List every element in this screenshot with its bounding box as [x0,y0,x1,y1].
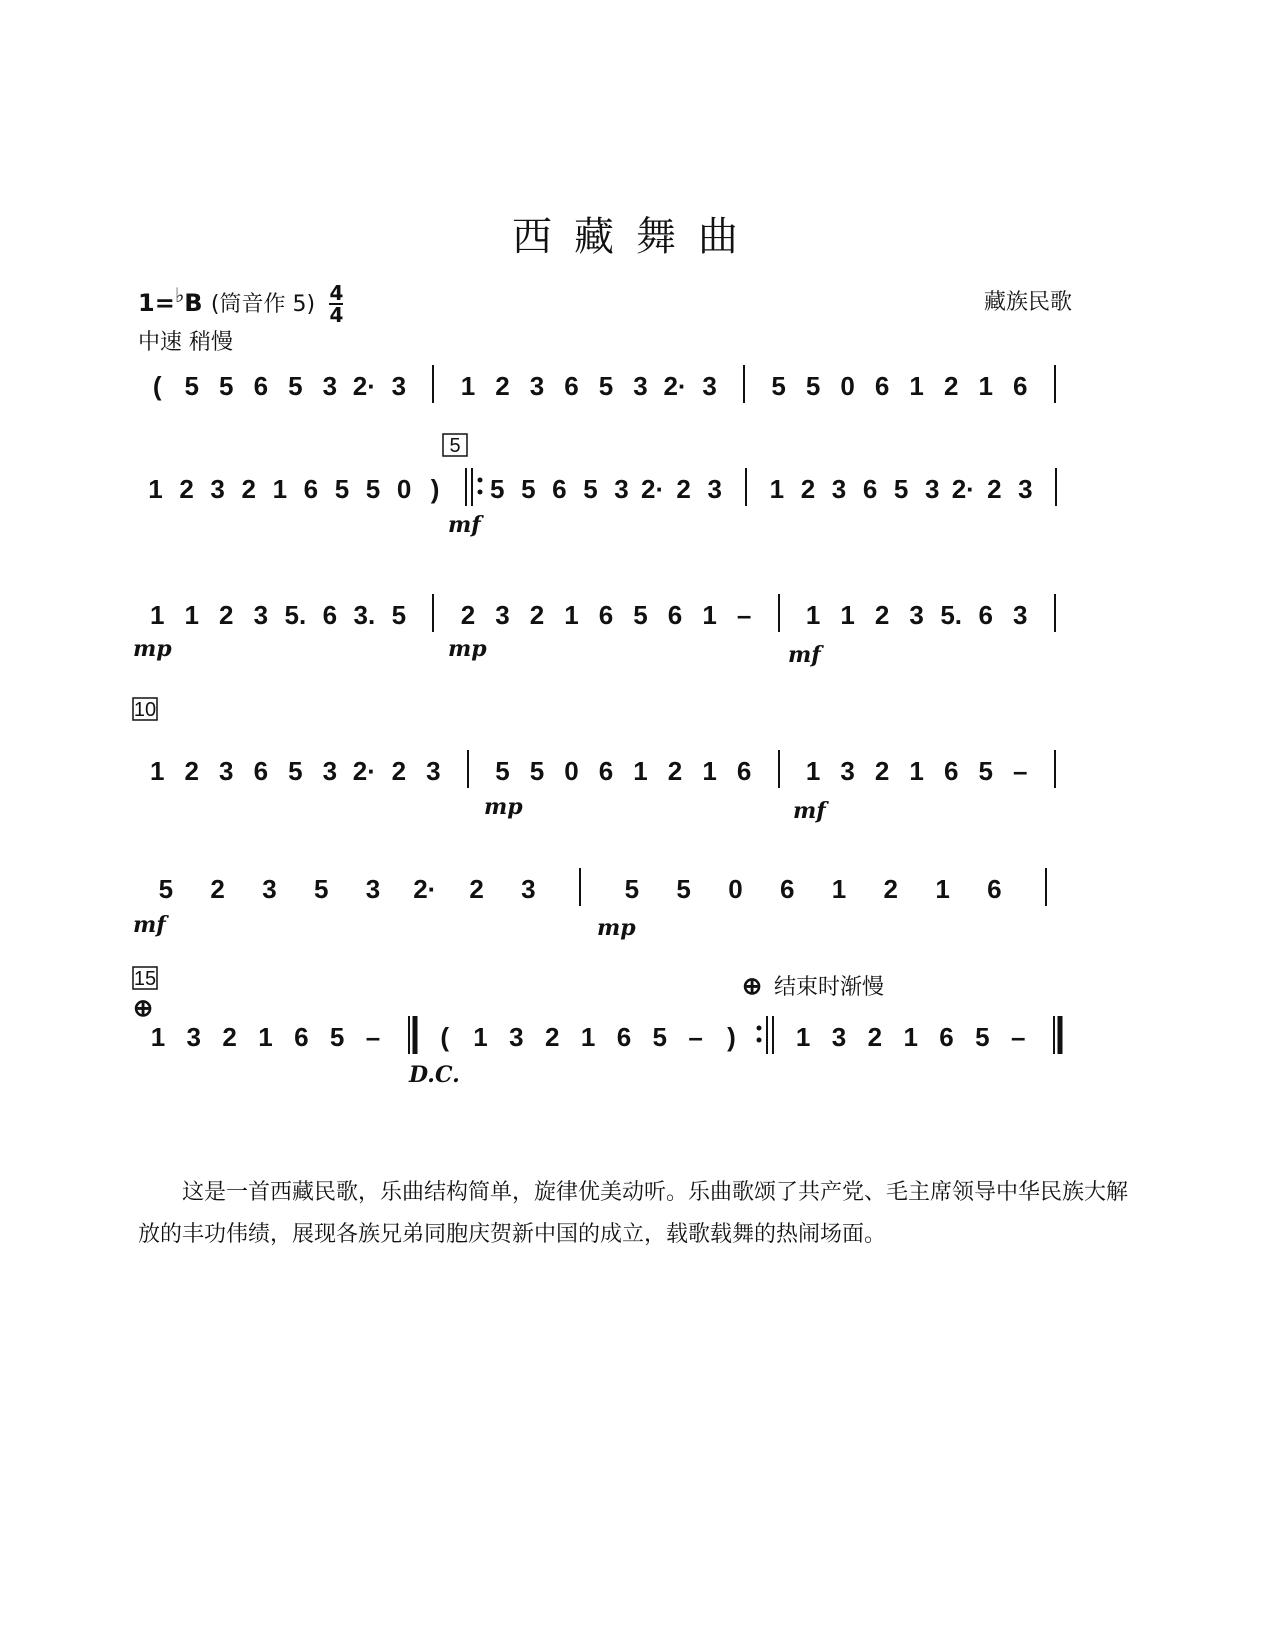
note: 2 [676,474,691,504]
note: 2 [667,756,683,786]
note: 5 [490,474,505,504]
note: 6 [874,371,890,401]
dynamic-mark: mp [133,636,172,662]
dynamic-mark: mf [133,912,166,938]
dynamic-mark: mp [448,636,487,662]
note: 5 [529,756,545,786]
note: 3 [1012,600,1028,630]
dynamic-mark: mf [788,642,821,668]
note: 5 [893,474,909,504]
note: 3 [262,874,277,904]
note: 1 [564,600,579,630]
note: 6 [598,600,614,630]
note: 5 [805,371,821,401]
note: 1 [473,1022,488,1052]
note: ) [430,474,440,504]
coda-label: 结束时渐慢 [774,974,885,999]
note: 2 [529,600,545,630]
note: 2 [867,1022,883,1052]
key-tuning: (筒音作 5) [210,292,316,317]
note: 2 [241,474,256,504]
note: 3 [186,1022,202,1052]
note: 5 [624,874,640,904]
note: 6 [862,474,878,504]
note: 5 [975,1022,990,1052]
dynamic-mark: mf [793,798,826,824]
coda-symbol: ⊕ [742,973,763,1000]
note: – [736,600,752,630]
repeat-dot [478,490,483,495]
dc-mark: D.C. [409,1062,460,1088]
note: 2· [352,756,376,786]
note: 5 [391,600,407,630]
note: 6 [939,1022,954,1052]
note: 2 [219,600,234,630]
note: 5 [365,474,381,504]
note: 2 [544,1022,560,1052]
note: 2 [222,1022,237,1052]
note: 1 [633,756,648,786]
note: 6 [667,600,683,630]
note: 2 [391,756,407,786]
note: 1 [702,600,717,630]
note: 5 [288,756,303,786]
note: 1 [935,874,950,904]
repeat-dot [757,1038,762,1043]
note: 0 [728,874,743,904]
note: 5 [184,371,200,401]
note: 5 [329,1022,345,1052]
note: 1 [978,371,993,401]
coda-symbol: ⊕ [133,995,154,1022]
note: 1 [460,371,476,401]
note: 2 [184,756,200,786]
note: 2· [951,474,975,504]
note: 1 [909,371,924,401]
meter-numerator: 4 [329,281,344,305]
note: 6 [552,474,567,504]
note: 5 [676,874,691,904]
note: ) [727,1022,736,1052]
note: 5. [284,600,307,630]
note: 1 [580,1022,596,1052]
note: 2· [641,474,665,504]
note: 2 [800,474,816,504]
note: 3 [614,474,629,504]
note: 2 [460,600,476,630]
note: 3 [495,600,510,630]
rehearsal-mark: 5 [449,435,461,457]
note: 6 [987,874,1002,904]
note: 6 [1012,371,1028,401]
note: 5. [940,600,963,630]
note: 3 [391,371,407,401]
description-text: 这是一首西藏民歌，乐曲结构简单，旋律优美动听。乐曲歌颂了共产党、毛主席领导中华民族大解放的丰功伟绩，展现各族兄弟同胞庆贺新中国的成立，载歌载舞的热闹场面。 [138,1180,1129,1247]
note: 6 [978,600,993,630]
note: 3 [831,474,847,504]
note: 1 [805,600,821,630]
note: 2 [943,371,959,401]
note: 2 [874,600,890,630]
note: – [365,1022,381,1052]
note: 5 [158,874,174,904]
note: 6 [294,1022,309,1052]
note: 2· [663,371,687,401]
note: 3 [707,474,722,504]
note: 3 [840,756,855,786]
note: 1 [272,474,288,504]
note: 3. [353,600,376,630]
note: 1 [805,756,821,786]
note: 5 [633,600,648,630]
note: 6 [616,1022,632,1052]
tempo-marking: 中速 稍慢 [138,330,233,355]
note: 6 [943,756,959,786]
dynamic-mark: mp [484,794,523,820]
key-flat: ♭ [174,283,185,307]
dynamic-mark: mf [448,512,481,538]
note: 5 [771,371,786,401]
note: 3 [509,1022,524,1052]
meter-denominator: 4 [329,303,344,327]
note: 5 [652,1022,668,1052]
note: 2· [413,874,437,904]
note: 0 [840,371,855,401]
rehearsal-mark: 15 [133,968,157,990]
note: 1 [831,874,847,904]
note: 5 [583,474,598,504]
note: 3 [365,874,381,904]
note: 5 [978,756,993,786]
note: 3 [924,474,940,504]
note: 3 [633,371,648,401]
key-prefix: 1= [138,289,175,317]
dynamic-mark: mp [597,915,636,941]
note: 1 [840,600,855,630]
note: 1 [148,474,163,504]
note: 1 [769,474,785,504]
note: 6 [736,756,752,786]
note: 3 [253,600,269,630]
note: 1 [795,1022,811,1052]
note: 5 [334,474,350,504]
note: 2· [352,371,376,401]
note: 2 [179,474,194,504]
note: 1 [150,600,165,630]
note: 6 [253,756,269,786]
repeat-dot [478,478,483,483]
note: 1 [909,756,924,786]
note: 3 [426,756,441,786]
note: 5 [288,371,303,401]
note: 6 [322,600,338,630]
note: 3 [322,756,338,786]
note: 1 [258,1022,273,1052]
note: 2 [210,874,225,904]
repeat-dot [757,1026,762,1031]
key-letter: B [184,289,203,317]
note: 1 [184,600,200,630]
source-label: 藏族民歌 [983,290,1072,315]
note: 6 [598,756,614,786]
note: 3 [909,600,924,630]
note: ( [440,1022,450,1052]
note: – [1012,756,1028,786]
note: 0 [396,474,412,504]
note: 5 [598,371,614,401]
note: 3 [521,874,536,904]
page-title: 西藏舞曲 [512,214,760,260]
note: ( [152,371,162,401]
note: 3 [210,474,225,504]
note: 6 [303,474,319,504]
note: 2 [874,756,890,786]
note: 3 [831,1022,847,1052]
note: 6 [564,371,579,401]
rehearsal-mark: 10 [133,699,157,721]
note: 3 [702,371,717,401]
note: 5 [219,371,234,401]
note: 6 [253,371,269,401]
note: 3 [219,756,234,786]
note: 5 [521,474,536,504]
note: 2 [987,474,1002,504]
note: 1 [702,756,717,786]
note: 3 [529,371,545,401]
note: 1 [150,756,165,786]
note: 1 [150,1022,166,1052]
note: – [688,1022,703,1052]
note: 2 [883,874,899,904]
note: 2 [495,371,510,401]
note: 1 [903,1022,918,1052]
note: 3 [1018,474,1033,504]
note: 0 [564,756,579,786]
note: 3 [322,371,338,401]
note: 2 [469,874,484,904]
note: – [1010,1022,1026,1052]
note: 6 [779,874,795,904]
note: 5 [495,756,510,786]
note: 5 [313,874,329,904]
